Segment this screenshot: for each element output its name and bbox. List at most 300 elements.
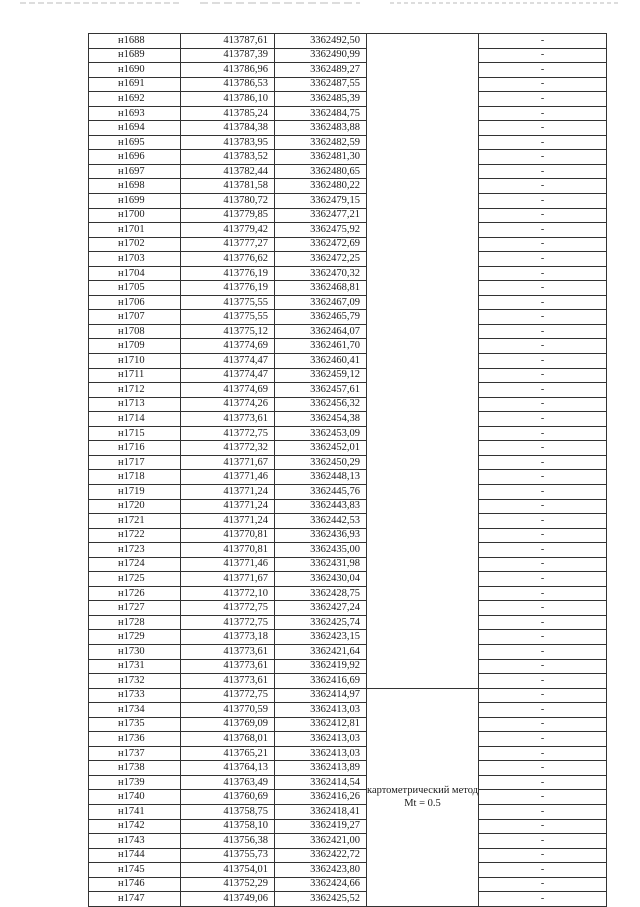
- point-number: н1730: [89, 644, 181, 659]
- point-number: н1728: [89, 615, 181, 630]
- point-number: н1709: [89, 339, 181, 354]
- accuracy-cell: -: [479, 703, 607, 718]
- point-number: н1745: [89, 863, 181, 878]
- accuracy-cell: -: [479, 834, 607, 849]
- coord-x: 413772,75: [181, 688, 275, 703]
- coord-y: 3362454,38: [275, 412, 367, 427]
- accuracy-cell: -: [479, 484, 607, 499]
- accuracy-cell: -: [479, 455, 607, 470]
- accuracy-cell: -: [479, 266, 607, 281]
- coord-y: 3362413,03: [275, 703, 367, 718]
- coord-x: 413765,21: [181, 746, 275, 761]
- coord-x: 413771,46: [181, 470, 275, 485]
- point-number: н1732: [89, 674, 181, 689]
- table-row: [89, 877, 607, 892]
- coord-y: 3362483,88: [275, 121, 367, 136]
- coord-y: 3362431,98: [275, 557, 367, 572]
- coord-y: 3362479,15: [275, 194, 367, 209]
- accuracy-cell: -: [479, 135, 607, 150]
- point-number: н1713: [89, 397, 181, 412]
- point-number: н1707: [89, 310, 181, 325]
- coord-y: 3362414,54: [275, 775, 367, 790]
- table-row: [89, 761, 607, 776]
- point-number: н1699: [89, 194, 181, 209]
- point-number: н1693: [89, 106, 181, 121]
- coord-x: 413772,10: [181, 586, 275, 601]
- coord-y: 3362430,04: [275, 572, 367, 587]
- point-number: н1721: [89, 514, 181, 529]
- coord-x: 413758,75: [181, 804, 275, 819]
- table-row: [89, 863, 607, 878]
- coord-y: 3362418,41: [275, 804, 367, 819]
- table-row: [89, 615, 607, 630]
- coord-x: 413760,69: [181, 790, 275, 805]
- coord-y: 3362416,26: [275, 790, 367, 805]
- accuracy-cell: -: [479, 470, 607, 485]
- table-row: [89, 790, 607, 805]
- coord-x: 413772,32: [181, 441, 275, 456]
- point-number: н1723: [89, 543, 181, 558]
- point-number: н1688: [89, 34, 181, 49]
- coordinates-table: [88, 33, 607, 907]
- point-number: н1704: [89, 266, 181, 281]
- coord-x: 413773,18: [181, 630, 275, 645]
- accuracy-cell: -: [479, 528, 607, 543]
- coord-x: 413758,10: [181, 819, 275, 834]
- point-number: н1740: [89, 790, 181, 805]
- coord-y: 3362436,93: [275, 528, 367, 543]
- accuracy-cell: -: [479, 586, 607, 601]
- accuracy-cell: -: [479, 150, 607, 165]
- accuracy-cell: -: [479, 310, 607, 325]
- coord-y: 3362421,00: [275, 834, 367, 849]
- accuracy-cell: -: [479, 121, 607, 136]
- coord-x: 413754,01: [181, 863, 275, 878]
- table-row: [89, 746, 607, 761]
- coord-x: 413784,38: [181, 121, 275, 136]
- table-row: [89, 586, 607, 601]
- coord-y: 3362448,13: [275, 470, 367, 485]
- point-number: н1719: [89, 484, 181, 499]
- coord-y: 3362452,01: [275, 441, 367, 456]
- point-number: н1724: [89, 557, 181, 572]
- table-row: [89, 339, 607, 354]
- point-number: н1747: [89, 892, 181, 907]
- coord-x: 413782,44: [181, 164, 275, 179]
- table-row: [89, 703, 607, 718]
- accuracy-cell: -: [479, 426, 607, 441]
- point-number: н1735: [89, 717, 181, 732]
- accuracy-cell: -: [479, 848, 607, 863]
- coord-x: 413775,55: [181, 310, 275, 325]
- point-number: н1708: [89, 324, 181, 339]
- coord-y: 3362490,99: [275, 48, 367, 63]
- coord-x: 413776,19: [181, 281, 275, 296]
- accuracy-cell: -: [479, 106, 607, 121]
- table-row: [89, 310, 607, 325]
- method-cell: картометрический метод Mt = 0.5: [367, 688, 479, 906]
- table-row: [89, 150, 607, 165]
- coord-x: 413787,61: [181, 34, 275, 49]
- coord-y: 3362480,22: [275, 179, 367, 194]
- table-row: [89, 601, 607, 616]
- coord-x: 413770,81: [181, 528, 275, 543]
- coord-y: 3362450,29: [275, 455, 367, 470]
- coord-y: 3362484,75: [275, 106, 367, 121]
- accuracy-cell: -: [479, 34, 607, 49]
- point-number: н1689: [89, 48, 181, 63]
- point-number: н1696: [89, 150, 181, 165]
- point-number: н1690: [89, 63, 181, 78]
- point-number: н1705: [89, 281, 181, 296]
- accuracy-cell: -: [479, 514, 607, 529]
- accuracy-cell: -: [479, 48, 607, 63]
- accuracy-cell: -: [479, 863, 607, 878]
- coord-y: 3362461,70: [275, 339, 367, 354]
- coord-y: 3362425,52: [275, 892, 367, 907]
- table-row: [89, 514, 607, 529]
- accuracy-cell: -: [479, 252, 607, 267]
- accuracy-cell: -: [479, 208, 607, 223]
- accuracy-cell: -: [479, 877, 607, 892]
- table-row: [89, 484, 607, 499]
- coord-x: 413773,61: [181, 412, 275, 427]
- accuracy-cell: -: [479, 688, 607, 703]
- point-number: н1717: [89, 455, 181, 470]
- coord-y: 3362413,03: [275, 732, 367, 747]
- coord-x: 413749,06: [181, 892, 275, 907]
- coord-x: 413773,61: [181, 644, 275, 659]
- coord-y: 3362421,64: [275, 644, 367, 659]
- accuracy-cell: -: [479, 368, 607, 383]
- accuracy-cell: -: [479, 557, 607, 572]
- point-number: н1737: [89, 746, 181, 761]
- coord-y: 3362482,59: [275, 135, 367, 150]
- accuracy-cell: -: [479, 775, 607, 790]
- table-row: [89, 630, 607, 645]
- coord-x: 413775,55: [181, 295, 275, 310]
- point-number: н1701: [89, 223, 181, 238]
- coord-x: 413783,95: [181, 135, 275, 150]
- accuracy-cell: -: [479, 746, 607, 761]
- point-number: н1711: [89, 368, 181, 383]
- accuracy-cell: -: [479, 295, 607, 310]
- table-row: [89, 237, 607, 252]
- coord-x: 413763,49: [181, 775, 275, 790]
- point-number: н1742: [89, 819, 181, 834]
- point-number: н1716: [89, 441, 181, 456]
- table-row: [89, 470, 607, 485]
- point-number: н1710: [89, 354, 181, 369]
- point-number: н1729: [89, 630, 181, 645]
- coord-y: 3362480,65: [275, 164, 367, 179]
- table-row: [89, 819, 607, 834]
- point-number: н1733: [89, 688, 181, 703]
- coord-x: 413779,85: [181, 208, 275, 223]
- table-row: [89, 106, 607, 121]
- point-number: н1692: [89, 92, 181, 107]
- coord-y: 3362481,30: [275, 150, 367, 165]
- table-row: [89, 354, 607, 369]
- coord-y: 3362428,75: [275, 586, 367, 601]
- point-number: н1698: [89, 179, 181, 194]
- point-number: н1712: [89, 383, 181, 398]
- coord-x: 413774,69: [181, 339, 275, 354]
- table-row: [89, 688, 607, 703]
- coord-y: 3362414,97: [275, 688, 367, 703]
- coord-y: 3362477,21: [275, 208, 367, 223]
- accuracy-cell: -: [479, 223, 607, 238]
- coord-y: 3362423,80: [275, 863, 367, 878]
- table-row: [89, 135, 607, 150]
- accuracy-cell: -: [479, 92, 607, 107]
- coord-y: 3362460,41: [275, 354, 367, 369]
- point-number: н1720: [89, 499, 181, 514]
- table-row: [89, 223, 607, 238]
- accuracy-cell: -: [479, 77, 607, 92]
- table-row: [89, 412, 607, 427]
- accuracy-cell: -: [479, 354, 607, 369]
- coord-y: 3362413,03: [275, 746, 367, 761]
- point-number: н1702: [89, 237, 181, 252]
- coord-y: 3362472,25: [275, 252, 367, 267]
- point-number: н1736: [89, 732, 181, 747]
- table-row: [89, 659, 607, 674]
- coord-y: 3362445,76: [275, 484, 367, 499]
- point-number: н1726: [89, 586, 181, 601]
- coord-x: 413768,01: [181, 732, 275, 747]
- table-row: [89, 63, 607, 78]
- accuracy-cell: -: [479, 339, 607, 354]
- coord-x: 413783,52: [181, 150, 275, 165]
- accuracy-cell: -: [479, 164, 607, 179]
- coord-x: 413772,75: [181, 615, 275, 630]
- accuracy-cell: -: [479, 630, 607, 645]
- coord-x: 413771,67: [181, 455, 275, 470]
- coord-x: 413771,24: [181, 499, 275, 514]
- coord-y: 3362475,92: [275, 223, 367, 238]
- coord-x: 413786,10: [181, 92, 275, 107]
- accuracy-cell: -: [479, 63, 607, 78]
- point-number: н1738: [89, 761, 181, 776]
- coord-y: 3362443,83: [275, 499, 367, 514]
- coord-y: 3362492,50: [275, 34, 367, 49]
- table-row: [89, 164, 607, 179]
- coord-x: 413771,46: [181, 557, 275, 572]
- coord-x: 413755,73: [181, 848, 275, 863]
- coord-x: 413774,47: [181, 354, 275, 369]
- coord-x: 413764,13: [181, 761, 275, 776]
- coord-y: 3362435,00: [275, 543, 367, 558]
- table-row: [89, 48, 607, 63]
- coord-x: 413777,27: [181, 237, 275, 252]
- point-number: н1722: [89, 528, 181, 543]
- coord-x: 413776,19: [181, 266, 275, 281]
- coord-x: 413774,69: [181, 383, 275, 398]
- accuracy-cell: -: [479, 644, 607, 659]
- coord-y: 3362485,39: [275, 92, 367, 107]
- coord-y: 3362425,74: [275, 615, 367, 630]
- table-row: [89, 455, 607, 470]
- scan-header-artifacts: [0, 0, 640, 12]
- coord-x: 413769,09: [181, 717, 275, 732]
- table-row: [89, 572, 607, 587]
- table-row: [89, 295, 607, 310]
- accuracy-cell: -: [479, 674, 607, 689]
- table-row: [89, 557, 607, 572]
- table-row: [89, 77, 607, 92]
- point-number: н1746: [89, 877, 181, 892]
- point-number: н1734: [89, 703, 181, 718]
- coord-y: 3362419,27: [275, 819, 367, 834]
- coord-y: 3362427,24: [275, 601, 367, 616]
- accuracy-cell: -: [479, 732, 607, 747]
- coord-x: 413770,81: [181, 543, 275, 558]
- accuracy-cell: -: [479, 543, 607, 558]
- coord-x: 413780,72: [181, 194, 275, 209]
- coord-y: 3362465,79: [275, 310, 367, 325]
- coord-x: 413775,12: [181, 324, 275, 339]
- table-row: [89, 543, 607, 558]
- coord-x: 413756,38: [181, 834, 275, 849]
- point-number: н1697: [89, 164, 181, 179]
- coord-x: 413786,53: [181, 77, 275, 92]
- point-number: н1706: [89, 295, 181, 310]
- table-row: [89, 804, 607, 819]
- accuracy-cell: -: [479, 761, 607, 776]
- point-number: н1743: [89, 834, 181, 849]
- coord-x: 413771,67: [181, 572, 275, 587]
- table-row: [89, 121, 607, 136]
- coord-y: 3362464,07: [275, 324, 367, 339]
- accuracy-cell: -: [479, 281, 607, 296]
- point-number: н1714: [89, 412, 181, 427]
- coord-x: 413779,42: [181, 223, 275, 238]
- coord-y: 3362457,61: [275, 383, 367, 398]
- table-row: [89, 848, 607, 863]
- coord-y: 3362419,92: [275, 659, 367, 674]
- coord-x: 413776,62: [181, 252, 275, 267]
- coord-y: 3362424,66: [275, 877, 367, 892]
- table-row: [89, 426, 607, 441]
- coord-x: 413770,59: [181, 703, 275, 718]
- point-number: н1725: [89, 572, 181, 587]
- table-row: [89, 397, 607, 412]
- table-row: [89, 892, 607, 907]
- coord-y: 3362422,72: [275, 848, 367, 863]
- point-number: н1727: [89, 601, 181, 616]
- table-row: [89, 441, 607, 456]
- coord-y: 3362456,32: [275, 397, 367, 412]
- point-number: н1739: [89, 775, 181, 790]
- coord-x: 413785,24: [181, 106, 275, 121]
- coord-y: 3362423,15: [275, 630, 367, 645]
- point-number: н1718: [89, 470, 181, 485]
- accuracy-cell: -: [479, 659, 607, 674]
- point-number: н1700: [89, 208, 181, 223]
- coord-x: 413774,26: [181, 397, 275, 412]
- coord-x: 413771,24: [181, 484, 275, 499]
- accuracy-cell: -: [479, 819, 607, 834]
- coord-y: 3362459,12: [275, 368, 367, 383]
- coord-y: 3362467,09: [275, 295, 367, 310]
- table-row: [89, 368, 607, 383]
- accuracy-cell: -: [479, 572, 607, 587]
- table-row: [89, 194, 607, 209]
- coord-x: 413772,75: [181, 426, 275, 441]
- coord-y: 3362489,27: [275, 63, 367, 78]
- coord-x: 413752,29: [181, 877, 275, 892]
- table-row: [89, 732, 607, 747]
- coord-x: 413786,96: [181, 63, 275, 78]
- table-row: [89, 499, 607, 514]
- coord-y: 3362416,69: [275, 674, 367, 689]
- coord-y: 3362442,53: [275, 514, 367, 529]
- coord-y: 3362413,89: [275, 761, 367, 776]
- table-row: [89, 644, 607, 659]
- table-row: [89, 179, 607, 194]
- accuracy-cell: -: [479, 790, 607, 805]
- point-number: н1695: [89, 135, 181, 150]
- accuracy-cell: -: [479, 397, 607, 412]
- table-row: [89, 383, 607, 398]
- table-row: [89, 266, 607, 281]
- coord-y: 3362468,81: [275, 281, 367, 296]
- accuracy-cell: -: [479, 194, 607, 209]
- coord-y: 3362453,09: [275, 426, 367, 441]
- coord-x: 413787,39: [181, 48, 275, 63]
- coord-x: 413773,61: [181, 674, 275, 689]
- coord-y: 3362487,55: [275, 77, 367, 92]
- point-number: н1744: [89, 848, 181, 863]
- table-row: [89, 324, 607, 339]
- method-cell: [367, 34, 479, 689]
- accuracy-cell: -: [479, 237, 607, 252]
- accuracy-cell: -: [479, 717, 607, 732]
- point-number: н1715: [89, 426, 181, 441]
- point-number: н1731: [89, 659, 181, 674]
- table-row: [89, 674, 607, 689]
- point-number: н1691: [89, 77, 181, 92]
- table-row: [89, 775, 607, 790]
- point-number: н1703: [89, 252, 181, 267]
- table-row: [89, 34, 607, 49]
- table-row: [89, 281, 607, 296]
- table-row: [89, 92, 607, 107]
- coord-x: 413773,61: [181, 659, 275, 674]
- coord-x: 413772,75: [181, 601, 275, 616]
- accuracy-cell: -: [479, 615, 607, 630]
- table-row: [89, 717, 607, 732]
- coord-y: 3362412,81: [275, 717, 367, 732]
- point-number: н1694: [89, 121, 181, 136]
- accuracy-cell: -: [479, 601, 607, 616]
- accuracy-cell: -: [479, 804, 607, 819]
- coord-y: 3362472,69: [275, 237, 367, 252]
- accuracy-cell: -: [479, 179, 607, 194]
- table-row: [89, 528, 607, 543]
- accuracy-cell: -: [479, 412, 607, 427]
- coord-x: 413781,58: [181, 179, 275, 194]
- accuracy-cell: -: [479, 499, 607, 514]
- accuracy-cell: -: [479, 324, 607, 339]
- coord-y: 3362470,32: [275, 266, 367, 281]
- table-row: [89, 252, 607, 267]
- accuracy-cell: -: [479, 892, 607, 907]
- accuracy-cell: -: [479, 441, 607, 456]
- coord-x: 413774,47: [181, 368, 275, 383]
- point-number: н1741: [89, 804, 181, 819]
